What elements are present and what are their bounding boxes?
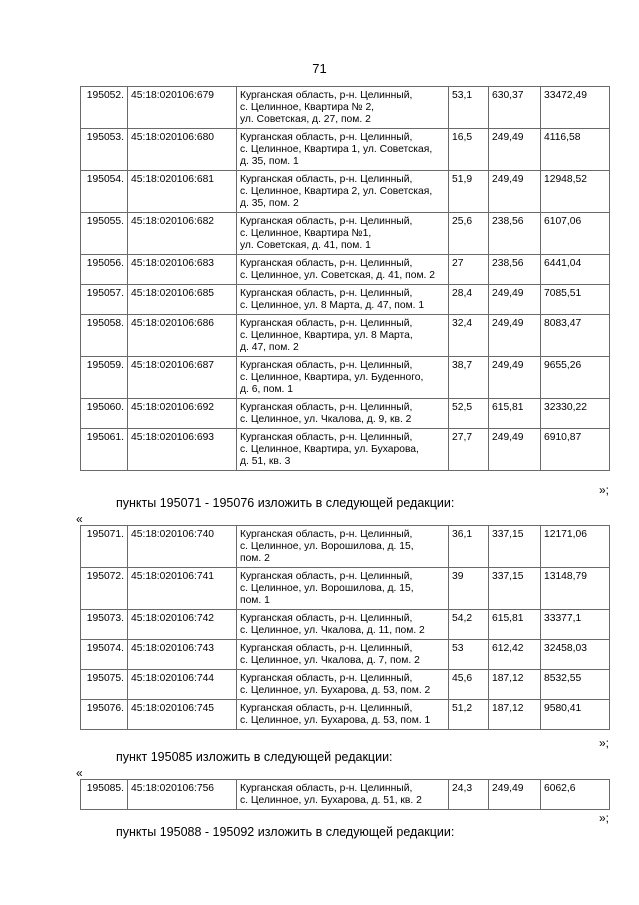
cadastral-number: 45:18:020106:745 (128, 700, 237, 730)
sum-value: 8532,55 (541, 670, 610, 700)
sum-value: 9580,41 (541, 700, 610, 730)
sum-value: 6107,06 (541, 213, 610, 255)
row-number: 195058. (81, 315, 128, 357)
rate-value: 238,56 (489, 255, 541, 285)
rate-value: 249,49 (489, 429, 541, 471)
table-row (81, 700, 610, 730)
address: Курганская область, р-н. Целинный, с. Целинное, ул. Ворошилова, д. 15, пом. 1 (237, 568, 449, 610)
table-row (81, 610, 610, 640)
closing-quote-mark: »; (598, 736, 609, 750)
row-number: 195075. (81, 670, 128, 700)
area-value: 28,4 (449, 285, 489, 315)
row-number: 195071. (81, 526, 128, 568)
rate-value: 612,42 (489, 640, 541, 670)
row-number: 195053. (81, 129, 128, 171)
address: Курганская область, р-н. Целинный, с. Целинное, Квартира, ул. Буденного, д. 6, пом. 1 (237, 357, 449, 399)
address: Курганская область, р-н. Целинный, с. Целинное, Квартира, ул. Бухарова, д. 51, кв. 3 (237, 429, 449, 471)
cadastral-number: 45:18:020106:679 (128, 87, 237, 129)
row-number: 195060. (81, 399, 128, 429)
table-row (81, 357, 610, 399)
area-value: 53,1 (449, 87, 489, 129)
rate-value: 249,49 (489, 315, 541, 357)
sum-value: 12171,06 (541, 526, 610, 568)
area-value: 45,6 (449, 670, 489, 700)
table-row (81, 526, 610, 568)
row-number: 195052. (81, 87, 128, 129)
row-number: 195059. (81, 357, 128, 399)
sum-value: 7085,51 (541, 285, 610, 315)
rate-value: 187,12 (489, 700, 541, 730)
address: Курганская область, р-н. Целинный, с. Целинное, ул. Бухарова, д. 53, пом. 1 (237, 700, 449, 730)
cadastral-number: 45:18:020106:756 (128, 780, 237, 810)
address: Курганская область, р-н. Целинный, с. Целинное, ул. Ворошилова, д. 15, пом. 2 (237, 526, 449, 568)
address: Курганская область, р-н. Целинный, с. Целинное, ул. Бухарова, д. 53, пом. 2 (237, 670, 449, 700)
rate-value: 630,37 (489, 87, 541, 129)
cadastral-number: 45:18:020106:693 (128, 429, 237, 471)
property-table-1 (80, 86, 610, 471)
row-number: 195056. (81, 255, 128, 285)
area-value: 51,9 (449, 171, 489, 213)
rate-value: 615,81 (489, 399, 541, 429)
cadastral-number: 45:18:020106:686 (128, 315, 237, 357)
sum-value: 6441,04 (541, 255, 610, 285)
amendment-paragraph: пункт 195085 изложить в следующей редакции: (116, 750, 393, 764)
rate-value: 337,15 (489, 526, 541, 568)
sum-value: 32458,03 (541, 640, 610, 670)
page-number: 71 (312, 61, 327, 76)
property-table-3 (80, 779, 610, 810)
area-value: 32,4 (449, 315, 489, 357)
row-number: 195072. (81, 568, 128, 610)
amendment-paragraph: пункты 195071 - 195076 изложить в следующей редакции: (116, 496, 455, 510)
area-value: 54,2 (449, 610, 489, 640)
cadastral-number: 45:18:020106:740 (128, 526, 237, 568)
table-row (81, 255, 610, 285)
rate-value: 249,49 (489, 171, 541, 213)
area-value: 25,6 (449, 213, 489, 255)
address: Курганская область, р-н. Целинный, с. Целинное, ул. Чкалова, д. 7, пом. 2 (237, 640, 449, 670)
address: Курганская область, р-н. Целинный, с. Целинное, Квартира № 2, ул. Советская, д. 27, пом. 2 (237, 87, 449, 129)
row-number: 195055. (81, 213, 128, 255)
cadastral-number: 45:18:020106:743 (128, 640, 237, 670)
table-row (81, 87, 610, 129)
address: Курганская область, р-н. Целинный, с. Целинное, Квартира 1, ул. Советская, д. 35, пом. 1 (237, 129, 449, 171)
row-number: 195076. (81, 700, 128, 730)
table-row (81, 399, 610, 429)
address: Курганская область, р-н. Целинный, с. Целинное, ул. Бухарова, д. 51, кв. 2 (237, 780, 449, 810)
table-row (81, 568, 610, 610)
table-row (81, 129, 610, 171)
rate-value: 249,49 (489, 780, 541, 810)
amendment-paragraph: пункты 195088 - 195092 изложить в следующей редакции: (116, 825, 455, 839)
cadastral-number: 45:18:020106:680 (128, 129, 237, 171)
opening-quote-mark: « (76, 766, 83, 780)
sum-value: 33377,1 (541, 610, 610, 640)
rate-value: 187,12 (489, 670, 541, 700)
sum-value: 32330,22 (541, 399, 610, 429)
table-row (81, 213, 610, 255)
rate-value: 249,49 (489, 357, 541, 399)
area-value: 52,5 (449, 399, 489, 429)
table-row (81, 670, 610, 700)
rate-value: 337,15 (489, 568, 541, 610)
area-value: 38,7 (449, 357, 489, 399)
area-value: 39 (449, 568, 489, 610)
cadastral-number: 45:18:020106:742 (128, 610, 237, 640)
sum-value: 33472,49 (541, 87, 610, 129)
area-value: 36,1 (449, 526, 489, 568)
table-row (81, 640, 610, 670)
sum-value: 6910,87 (541, 429, 610, 471)
row-number: 195057. (81, 285, 128, 315)
table-row (81, 285, 610, 315)
sum-value: 12948,52 (541, 171, 610, 213)
row-number: 195074. (81, 640, 128, 670)
table-row (81, 315, 610, 357)
row-number: 195073. (81, 610, 128, 640)
cadastral-number: 45:18:020106:681 (128, 171, 237, 213)
area-value: 27,7 (449, 429, 489, 471)
cadastral-number: 45:18:020106:741 (128, 568, 237, 610)
row-number: 195054. (81, 171, 128, 213)
sum-value: 13148,79 (541, 568, 610, 610)
area-value: 53 (449, 640, 489, 670)
address: Курганская область, р-н. Целинный, с. Целинное, Квартира 2, ул. Советская, д. 35, пом. 2 (237, 171, 449, 213)
cadastral-number: 45:18:020106:692 (128, 399, 237, 429)
area-value: 27 (449, 255, 489, 285)
row-number: 195085. (81, 780, 128, 810)
area-value: 51,2 (449, 700, 489, 730)
cadastral-number: 45:18:020106:682 (128, 213, 237, 255)
address: Курганская область, р-н. Целинный, с. Целинное, Квартира, ул. 8 Марта, д. 47, пом. 2 (237, 315, 449, 357)
cadastral-number: 45:18:020106:685 (128, 285, 237, 315)
sum-value: 6062,6 (541, 780, 610, 810)
address: Курганская область, р-н. Целинный, с. Целинное, ул. Советская, д. 41, пом. 2 (237, 255, 449, 285)
address: Курганская область, р-н. Целинный, с. Целинное, Квартира №1, ул. Советская, д. 41, пом. 1 (237, 213, 449, 255)
table-row (81, 429, 610, 471)
rate-value: 238,56 (489, 213, 541, 255)
rate-value: 615,81 (489, 610, 541, 640)
sum-value: 4116,58 (541, 129, 610, 171)
cadastral-number: 45:18:020106:744 (128, 670, 237, 700)
table-row (81, 780, 610, 810)
rate-value: 249,49 (489, 129, 541, 171)
rate-value: 249,49 (489, 285, 541, 315)
address: Курганская область, р-н. Целинный, с. Целинное, ул. Чкалова, д. 11, пом. 2 (237, 610, 449, 640)
closing-quote-mark: »; (598, 483, 609, 497)
opening-quote-mark: « (76, 512, 83, 526)
address: Курганская область, р-н. Целинный, с. Целинное, ул. 8 Марта, д. 47, пом. 1 (237, 285, 449, 315)
cadastral-number: 45:18:020106:687 (128, 357, 237, 399)
area-value: 24,3 (449, 780, 489, 810)
address: Курганская область, р-н. Целинный, с. Целинное, ул. Чкалова, д. 9, кв. 2 (237, 399, 449, 429)
property-table-2 (80, 525, 610, 730)
sum-value: 9655,26 (541, 357, 610, 399)
closing-quote-mark: »; (598, 811, 609, 825)
row-number: 195061. (81, 429, 128, 471)
table-row (81, 171, 610, 213)
cadastral-number: 45:18:020106:683 (128, 255, 237, 285)
sum-value: 8083,47 (541, 315, 610, 357)
area-value: 16,5 (449, 129, 489, 171)
